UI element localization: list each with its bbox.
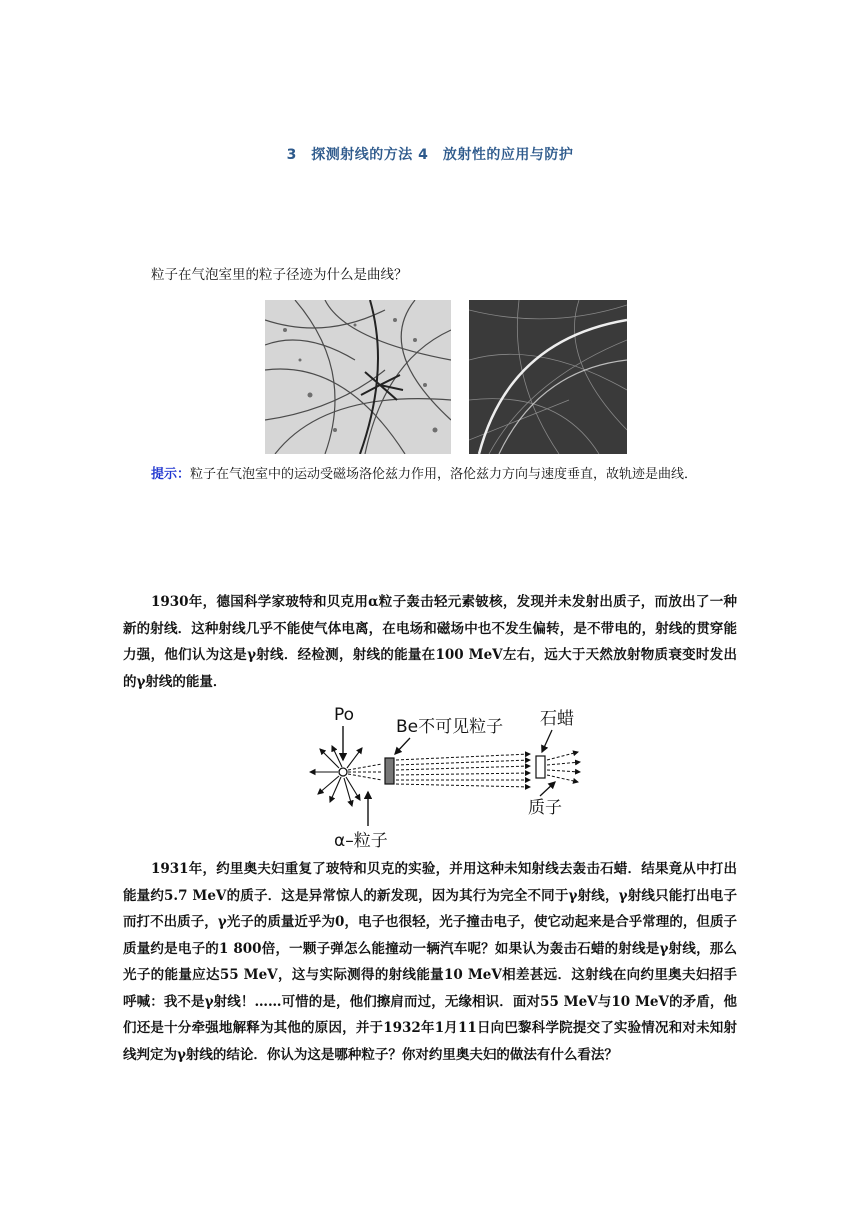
paragraph-1930: 1930年，德国科学家玻特和贝克用α粒子轰击轻元素铍核，发现并未发射出质子，而放出了一种新的射线．这种射线几乎不能使气体电离，在电场和磁场中也不发生偏转，是不带电的，射线的贯穿能力强，他们认为这是γ射线．经检测，射线的能量在100 MeV左右，远大于天然放射物质衰变时发出的γ射线的能量． xyxy=(123,594,737,690)
bubble-chamber-photo-left xyxy=(265,300,451,454)
alpha-to-be-rays xyxy=(348,764,382,780)
bubble-chamber-photo-right xyxy=(469,300,627,454)
proton-label: 质子 xyxy=(528,798,562,818)
invisible-particle-rays xyxy=(396,754,530,787)
neutron-experiment-diagram xyxy=(300,702,590,852)
hint-paragraph xyxy=(123,462,737,489)
alpha-particle-label: α–粒子 xyxy=(334,831,388,851)
hint-text: 粒子在气泡室中的运动受磁场洛伦兹力作用，洛伦兹力方向与速度垂直，故轨迹是曲线． xyxy=(190,467,698,482)
page-title: 3 探测射线的方法 4 放射性的应用与防护 xyxy=(286,147,574,163)
beryllium-target xyxy=(385,758,394,784)
hint-label: 提示： xyxy=(151,467,191,482)
be-label: Be不可见粒子 xyxy=(396,717,504,737)
proton-rays xyxy=(547,752,580,782)
alpha-emission-arrows xyxy=(310,746,362,806)
paragraph-1931: 1931年，约里奥夫妇重复了玻特和贝克的实验，并用这种未知射线去轰击石蜡．结果竟从中打出能量约5.7 MeV的质子．这是异常惊人的新发现，因为其行为完全不同于γ射线，γ射线只能打出电子而打不出质子，γ光子的质量近乎为0，电子也很轻，光子撞击电子，使它动起来是合乎常理的，但质子质量约是电子的1 800倍，一颗子弹怎么能撞动一辆汽车呢？如果认为轰击石蜡的射线是γ射线，那么光子的能量应达55 MeV，这与实际测得的射线能量10 MeV相差甚远．这射线在向约里奥夫妇招手呼喊：我不是γ射线！……可惜的是，他们擦肩而过，无缘相识．面对55 MeV与10 MeV的矛盾，他们还是十分牵强地解释为其他的原因，并于1932年1月11日向巴黎科学院提交了实验情况和对未知射线判定为γ射线的结论．你认为这是哪种粒子？你对约里奥夫妇的做法有什么看法？ xyxy=(123,861,737,1063)
bubble-chamber-photos xyxy=(265,300,627,454)
paraffin-label: 石蜡 xyxy=(540,709,574,729)
po-source xyxy=(339,768,347,776)
po-label: Po xyxy=(334,705,355,725)
paraffin-block xyxy=(536,756,545,778)
question-text: 粒子在气泡室里的粒子径迹为什么是曲线？ xyxy=(151,267,408,283)
